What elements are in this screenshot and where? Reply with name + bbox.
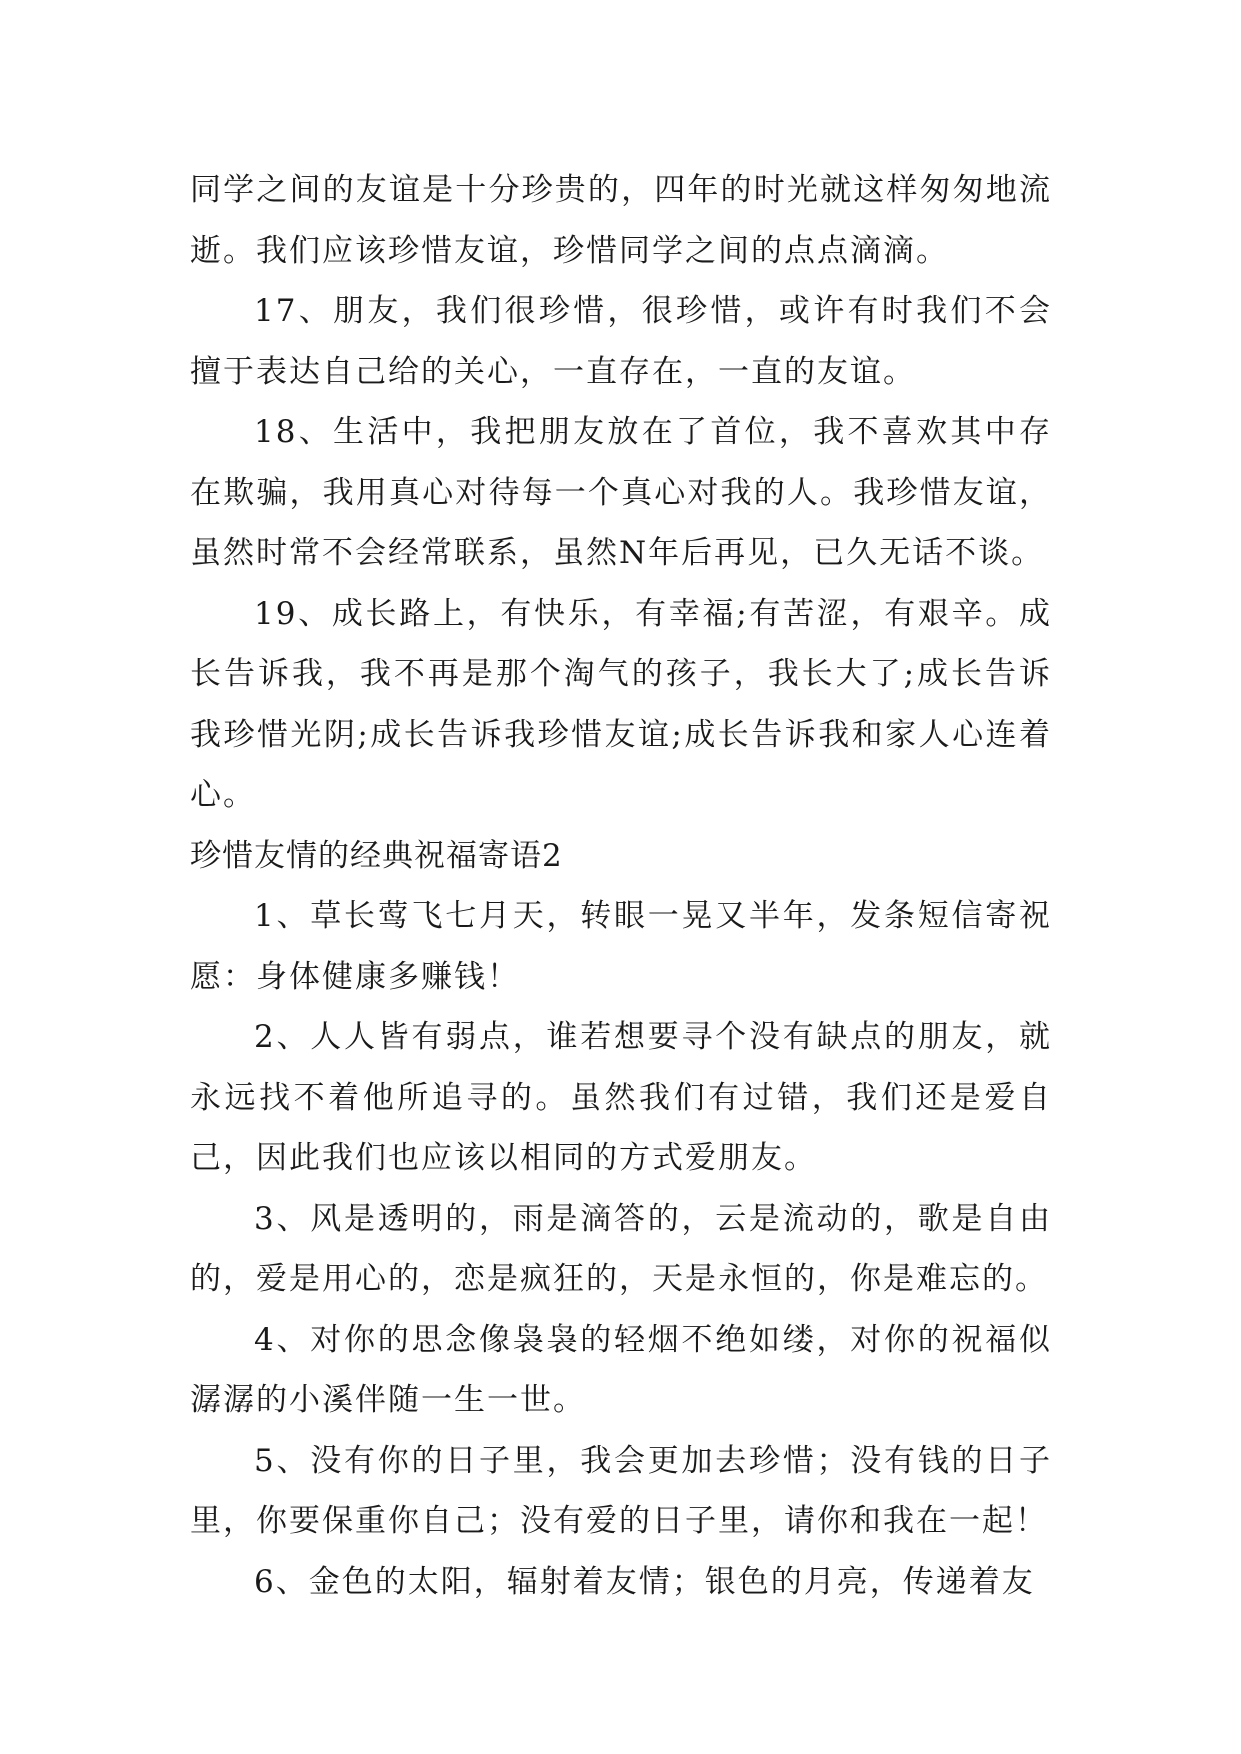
- paragraph-3: 3、风是透明的，雨是滴答的，云是流动的，歌是自由的，爱是用心的，恋是疯狂的，天是永恒的，你是难忘的。: [190, 1200, 1052, 1297]
- paragraph-17: 17、朋友，我们很珍惜，很珍惜，或许有时我们不会擅于表达自己给的关心，一直存在，一直的友谊。: [190, 293, 1052, 390]
- paragraph-18: 18、生活中，我把朋友放在了首位，我不喜欢其中存在欺骗，我用真心对待每一个真心对我的人。我珍惜友谊，虽然时常不会经常联系，虽然N年后再见，已久无话不谈。: [190, 414, 1052, 571]
- paragraph-1: 1、草长莺飞七月天，转眼一晃又半年，发条短信寄祝愿：身体健康多赚钱！: [190, 898, 1052, 995]
- paragraph-6: 6、金色的太阳，辐射着友情；银色的月亮，传递着友: [254, 1563, 1035, 1600]
- paragraph-19: 19、成长路上，有快乐，有幸福;有苦涩，有艰辛。成长告诉我，我不再是那个淘气的孩子，我长大了;成长告诉我珍惜光阴;成长告诉我珍惜友谊;成长告诉我和家人心连着心。: [190, 595, 1052, 813]
- document-body: [190, 160, 1052, 1612]
- paragraph-4: 4、对你的思念像袅袅的轻烟不绝如缕，对你的祝福似潺潺的小溪伴随一生一世。: [190, 1321, 1052, 1418]
- section-heading: 珍惜友情的经典祝福寄语2: [190, 837, 563, 874]
- paragraph-5: 5、没有你的日子里，我会更加去珍惜；没有钱的日子里，你要保重你自己；没有爱的日子里，请你和我在一起！: [190, 1442, 1052, 1539]
- paragraph-2: 2、人人皆有弱点，谁若想要寻个没有缺点的朋友，就永远找不着他所追寻的。虽然我们有过错，我们还是爱自己，因此我们也应该以相同的方式爱朋友。: [190, 1019, 1052, 1176]
- paragraph-intro: 同学之间的友谊是十分珍贵的，四年的时光就这样匆匆地流逝。我们应该珍惜友谊，珍惜同学之间的点点滴滴。: [190, 172, 1052, 269]
